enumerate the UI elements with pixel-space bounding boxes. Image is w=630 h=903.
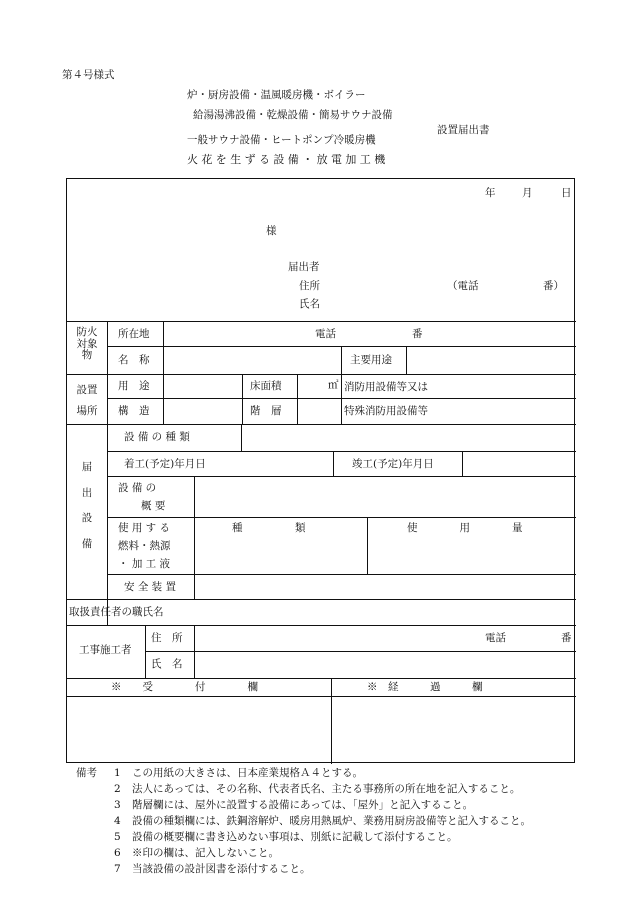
note-text: 当該設備の設計図書を添付すること。: [132, 863, 311, 875]
amount-header: 使 用 量: [407, 522, 523, 534]
equip-type-label: 設 備 の 種 類: [124, 431, 190, 443]
date-month-label: 月: [522, 187, 533, 199]
note-text: ※印の欄は、記入しないこと。: [132, 847, 279, 859]
fuel-label-3: ・ 加 工 液: [118, 558, 171, 570]
use-label: 用 途: [118, 380, 150, 392]
name-label: 名 称: [118, 354, 150, 366]
sqm-unit: ㎡: [328, 379, 339, 391]
notify-equip-label: 届 出 設 備: [81, 461, 93, 550]
end-date-label: 竣工(予定)年月日: [352, 458, 434, 470]
location-label: 所在地: [118, 328, 150, 340]
form-number: 第４号様式: [62, 69, 115, 81]
note-number: 7: [114, 863, 121, 875]
notifier-label: 届出者: [288, 261, 320, 273]
note-text: 設備の種類欄には、鉄鋼溶解炉、暖房用熱風炉、業務用厨房設備等と記入すること。: [132, 815, 531, 827]
fire-equip-label-2: 特殊消防用設備等: [344, 405, 428, 417]
note-text: 階層欄には、屋外に設置する設備にあっては、「屋外」と記入すること。: [132, 799, 474, 811]
start-date-label: 着工(予定)年月日: [124, 458, 206, 470]
title-line-1: 炉・厨房設備・温風暖房機・ボイラー: [187, 89, 366, 101]
fire-target-label: 防火 対象 物: [76, 326, 98, 361]
title-line-2: 給湯湯沸設備・乾燥設備・簡易サウナ設備: [193, 109, 393, 121]
contractor-address-label: 住 所: [151, 632, 183, 644]
note-text: 法人にあっては、その名称、代表者氏名、主たる事務所の所在地を記入すること。: [132, 783, 521, 795]
main-use-label: 主要用途: [350, 354, 392, 366]
notifier-phone-label: （電話: [447, 280, 479, 292]
note-number: 1: [114, 767, 121, 779]
manager-label: 取扱責任者の職氏名: [69, 606, 164, 618]
note-text: 設備の概要欄に書き込めない事項は、別紙に記載して添付すること。: [132, 831, 458, 843]
note-number: 5: [114, 831, 121, 843]
note-number: 4: [114, 815, 121, 827]
install-place-label: 設置 場所: [76, 384, 98, 417]
structure-label: 構 造: [118, 405, 150, 417]
contractor-name-label: 氏 名: [151, 658, 183, 670]
fuel-label-2: 燃料・熱源: [118, 540, 171, 552]
title-suffix: 設置届出書: [437, 124, 490, 136]
notifier-name-label: 氏名: [299, 298, 320, 310]
form-table: [66, 178, 575, 763]
floor-label: 階 層: [250, 405, 282, 417]
title-line-4: 火花を生ずる設備・放電加工機: [187, 153, 389, 166]
contractor-phone-label: 電話: [485, 632, 506, 644]
notifier-address-label: 住所: [299, 280, 320, 292]
note-number: 6: [114, 847, 121, 859]
contractor-phone-ban: 番: [561, 632, 572, 644]
date-year-label: 年: [485, 187, 496, 199]
contractor-label: 工事施工者: [79, 644, 132, 656]
progress-column-header: ※ 経 過 欄: [367, 681, 483, 693]
note-number: 3: [114, 799, 121, 811]
equip-overview-label-2: 概 要: [141, 500, 166, 512]
location-phone-ban: 番: [412, 328, 423, 340]
kind-header: 種 類: [232, 522, 306, 534]
note-text: この用紙の大きさは、日本産業規格Ａ４とする。: [132, 767, 363, 779]
equip-overview-label-1: 設 備 の: [118, 482, 157, 494]
receipt-column-header: ※ 受 付 欄: [111, 681, 258, 693]
fuel-label-1: 使 用 す る: [118, 522, 171, 534]
floor-area-label: 床面積: [250, 380, 282, 392]
addressee-suffix: 様: [266, 225, 277, 237]
title-line-3: 一般サウナ設備・ヒートポンプ冷暖房機: [187, 134, 376, 146]
notes-label: 備考: [76, 767, 97, 779]
location-phone-label: 電話: [315, 328, 336, 340]
date-day-label: 日: [561, 187, 572, 199]
notifier-phone-end: 番）: [543, 280, 564, 292]
safety-label: 安 全 装 置: [124, 581, 177, 593]
note-number: 2: [114, 783, 121, 795]
fire-equip-label-1: 消防用設備等又は: [344, 381, 428, 393]
